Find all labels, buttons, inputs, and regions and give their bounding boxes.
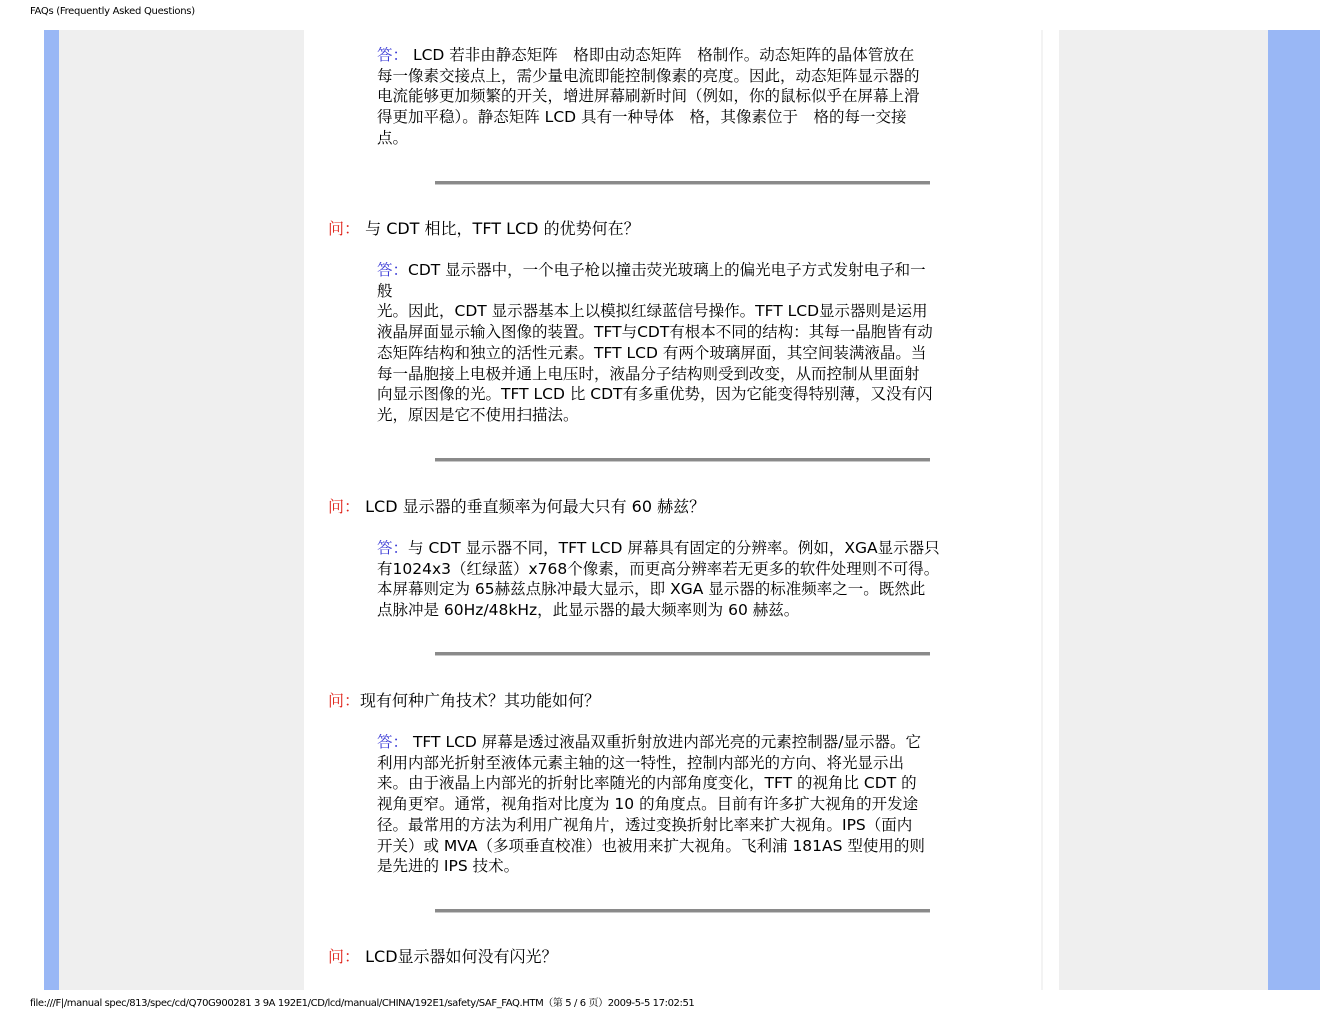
- answer-line: TFT LCD 屏幕是透过液晶双重折射放进内部光亮的元素控制器/显示器。它: [408, 733, 921, 751]
- section-divider: [435, 458, 930, 462]
- answer-line: 每一晶胞接上电极并通上电压时，液晶分子结构则受到改变，从而控制从里面射: [377, 364, 920, 383]
- answer-line: 与 CDT 显示器不同，TFT LCD 屏幕具有固定的分辨率。例如，XGA显示器只: [408, 539, 940, 557]
- question-marker: 问：: [328, 219, 361, 238]
- question-text: LCD 显示器的垂直频率为何最大只有 60 赫兹？: [360, 497, 706, 516]
- answer-line: 利用内部光折射至液体元素主轴的这一特性，控制内部光的方向、将光显示出: [377, 753, 905, 772]
- faq-answer-tft-vs-cdt: [377, 260, 987, 426]
- answer-line: CDT 显示器中，一个电子枪以撞击荧光玻璃上的偏光电子方式发射电子和一: [408, 261, 926, 279]
- answer-line: 得更加平稳）。静态矩阵 LCD 具有一种导体 格，其像素位于 格的每一交接: [377, 108, 907, 127]
- answer-marker: 答：: [377, 539, 409, 557]
- answer-marker: 答：: [377, 733, 409, 751]
- question-marker: 问：: [328, 691, 361, 710]
- answer-line: 向显示图像的光。TFT LCD 比 CDT有多重优势，因为它能变得特别薄，又没有闪: [377, 385, 933, 404]
- faq-answer-wide-angle: [377, 732, 987, 877]
- faq-question-wide-angle: [328, 688, 600, 711]
- question-text: LCD显示器如何没有闪光？: [360, 947, 558, 966]
- answer-line: 态矩阵结构和独立的活性元素。TFT LCD 有两个玻璃屏面，其空间装满液晶。当: [377, 343, 927, 362]
- question-marker: 问：: [328, 497, 361, 516]
- faq-answer-vertical-frequency: [377, 538, 987, 621]
- answer-line: 开关）或 MVA（多项垂直校准）也被用来扩大视角。飞利浦 181AS 型使用的则: [377, 836, 925, 855]
- footer-file-path: file:///F|/manual spec/813/spec/cd/Q70G900281 3 9A 192E1/CD/lcd/manual/CHINA/192E1/safety/SAF_FAQ.HTM（第 5 / 6 页）2009-5-5 17:02:51: [30, 998, 695, 1009]
- question-marker: 问：: [328, 947, 361, 966]
- section-divider: [435, 181, 930, 185]
- question-text: 与 CDT 相比，TFT LCD 的优势何在？: [360, 219, 640, 238]
- faq-answer-lcd-matrix: [377, 45, 987, 149]
- answer-line: 是先进的 IPS 技术。: [377, 857, 520, 876]
- page-header-title: FAQs (Frequently Asked Questions): [30, 6, 195, 17]
- answer-line: 每一像素交接点上，需少量电流即能控制像素的亮度。因此，动态矩阵显示器的: [377, 66, 920, 85]
- faq-question-tft-vs-cdt: [328, 216, 640, 239]
- answer-marker: 答：: [377, 46, 409, 64]
- answer-line: 有1024x3（红绿蓝）x768个像素，而更高分辨率若无更多的软件处理则不可得。: [377, 559, 940, 578]
- answer-line: 点脉冲是 60Hz/48kHz，此显示器的最大频率则为 60 赫兹。: [377, 601, 800, 620]
- faq-question-vertical-frequency: [328, 494, 705, 517]
- answer-line: 来。由于液晶上内部光的折射比率随光的内部角度变化，TFT 的视角比 CDT 的: [377, 774, 917, 793]
- answer-line: 光，原因是它不使用扫描法。: [377, 405, 579, 424]
- answer-line: 般: [377, 281, 393, 300]
- answer-line: 点。: [377, 128, 409, 147]
- answer-line: 液晶屏面显示输入图像的装置。TFT与CDT有根本不同的结构：其每一晶胞皆有动: [377, 323, 933, 342]
- answer-line: 本屏幕则定为 65赫兹点脉冲最大显示，即 XGA 显示器的标准频率之一。既然此: [377, 580, 926, 599]
- section-divider: [435, 652, 930, 656]
- answer-line: 光。因此，CDT 显示器基本上以模拟红绿蓝信号操作。TFT LCD显示器则是运用: [377, 302, 928, 321]
- answer-marker: 答：: [377, 261, 409, 279]
- answer-line: 电流能够更加频繁的开关，增进屏幕刷新时间（例如，你的鼠标似乎在屏幕上滑: [377, 87, 920, 106]
- faq-question-no-flicker: [328, 944, 558, 967]
- section-divider: [435, 909, 930, 913]
- answer-line: LCD 若非由静态矩阵 格即由动态矩阵 格制作。动态矩阵的晶体管放在: [408, 46, 915, 64]
- question-text: 现有何种广角技术？其功能如何？: [360, 691, 601, 710]
- answer-line: 视角更窄。通常，视角指对比度为 10 的角度点。目前有许多扩大视角的开发途: [377, 795, 919, 814]
- answer-line: 径。最常用的方法为利用广视角片，透过变换折射比率来扩大视角。IPS（面内: [377, 815, 913, 834]
